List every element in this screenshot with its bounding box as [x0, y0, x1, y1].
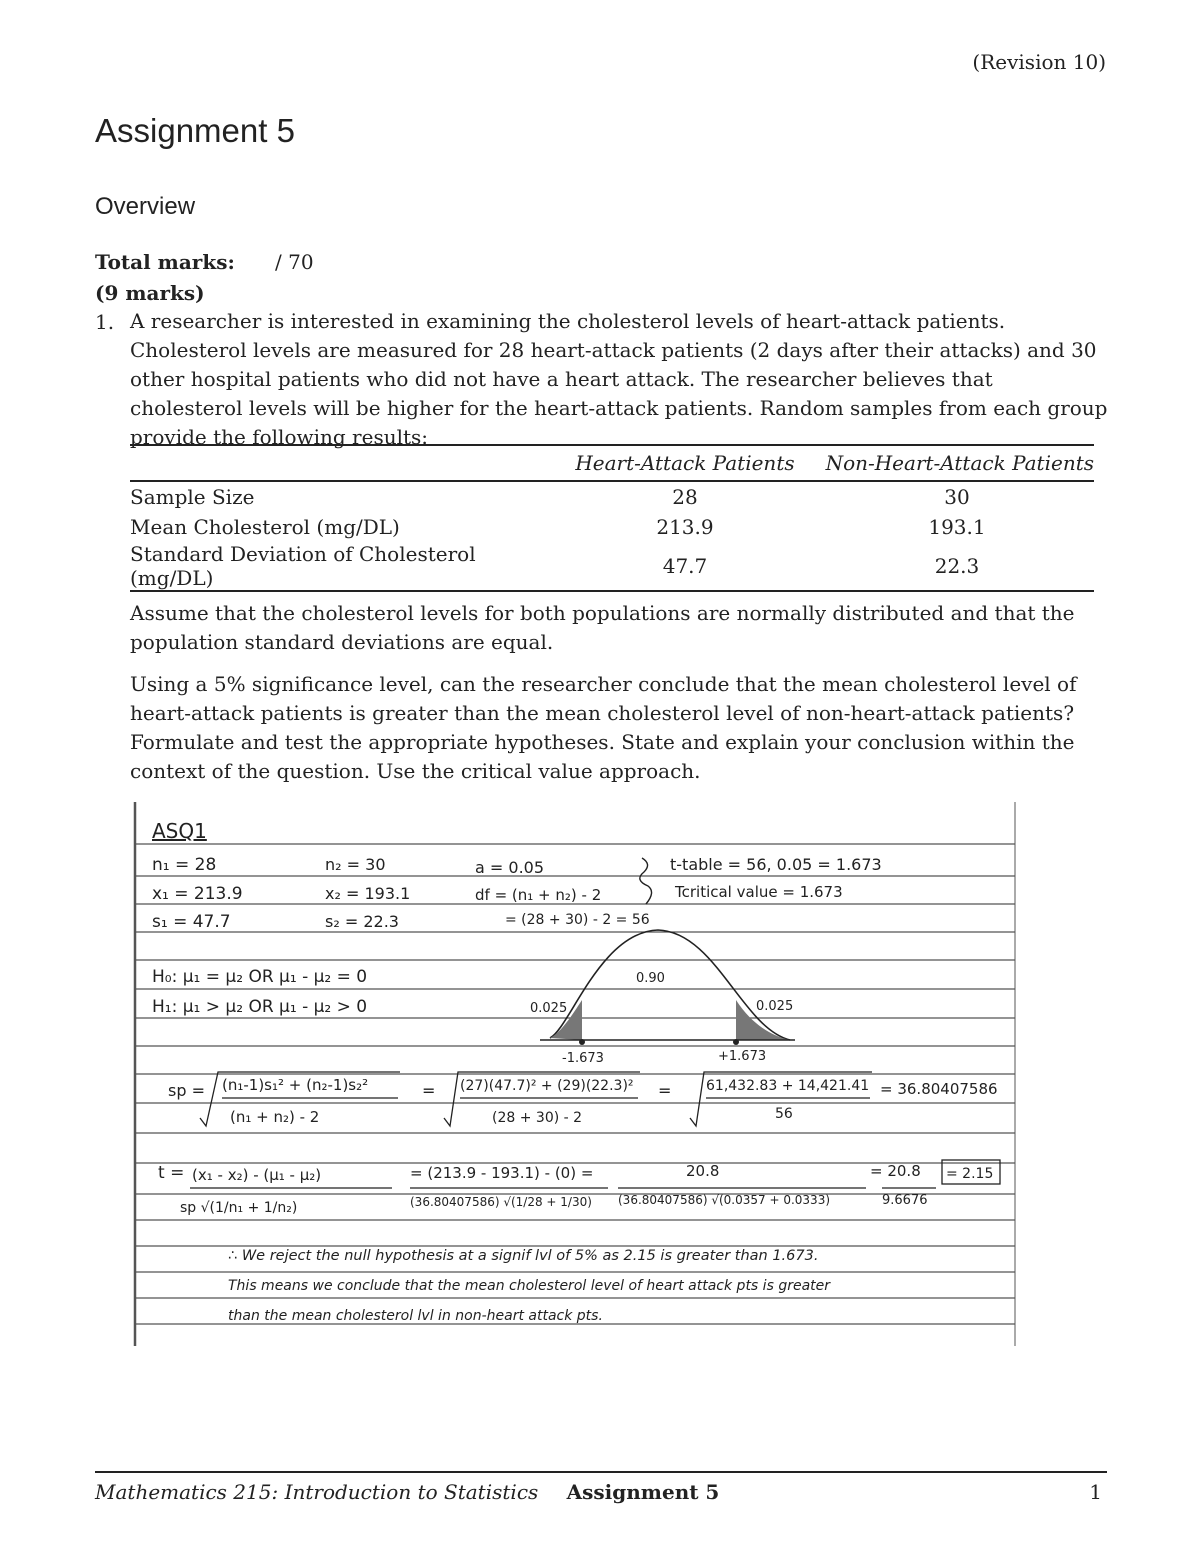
t-denominator: sp √(1/n₁ + 1/n₂)	[180, 1200, 298, 1216]
table-cell: 22.3	[934, 554, 980, 578]
left-critical-value: -1.673	[562, 1051, 604, 1066]
total-marks	[95, 250, 314, 274]
sp-equals-1: =	[422, 1081, 436, 1100]
normal-curve	[540, 930, 795, 1045]
t-result: = 2.15	[946, 1166, 994, 1182]
table-header-cell: Heart-Attack Patients	[575, 451, 795, 475]
conclusion-line-3: than the mean cholesterol lvl in non-heart attack pts.	[228, 1308, 603, 1324]
sp-denominator-2: (28 + 30) - 2	[492, 1110, 583, 1126]
x1-text: x₁ = 213.9	[152, 884, 243, 904]
overview-heading: Overview	[95, 193, 196, 220]
notes-heading: ASQ1	[152, 819, 207, 843]
middle-prob: 0.90	[636, 971, 665, 986]
table-row	[130, 542, 1094, 591]
n2-text: n₂ = 30	[325, 855, 386, 874]
task-text: Using a 5% significance level, can the researcher conclude that the mean cholesterol level of heart-attack patients is greater than the mean cholesterol level of non-heart-attack patients? Formulate and test the appropriate hypotheses. State and explain your conclusion within the context of the question. Use the critical value approach.	[130, 672, 1077, 783]
t-denominator-4: 9.6676	[882, 1193, 928, 1208]
handwritten-solution	[130, 800, 1020, 1348]
conclusion-line-2: This means we conclude that the mean cholesterol level of heart attack pts is greater	[228, 1278, 831, 1294]
n1-text: n₁ = 28	[152, 855, 217, 875]
table-cell: 47.7	[662, 554, 708, 578]
brace-mark	[640, 858, 652, 904]
table-cell: Mean Cholesterol (mg/DL)	[130, 515, 400, 539]
sp-numerator-2: (27)(47.7)² + (29)(22.3)²	[460, 1078, 634, 1094]
sp-result: = 36.80407586	[880, 1080, 998, 1098]
h0-text: H₀: μ₁ = μ₂ OR μ₁ - μ₂ = 0	[152, 967, 368, 987]
notebook-lines	[135, 802, 1015, 1346]
t-label: t =	[158, 1163, 185, 1183]
table-cell: 213.9	[656, 515, 714, 539]
table-cell: Sample Size	[130, 485, 255, 509]
h1-text: H₁: μ₁ > μ₂ OR μ₁ - μ₂ > 0	[152, 997, 368, 1017]
footer-assignment: Assignment 5	[566, 1480, 720, 1504]
table-row	[130, 512, 1094, 542]
t-numerator-3: 20.8	[686, 1162, 720, 1180]
t-table-text: t-table = 56, 0.05 = 1.673	[670, 855, 882, 874]
table-header-row	[130, 445, 1094, 481]
table-cell: 193.1	[928, 515, 986, 539]
t-denominator-3: (36.80407586) √(0.0357 + 0.0333)	[618, 1193, 831, 1207]
conclusion-line-1: ∴ We reject the null hypothesis at a signif lvl of 5% as 2.15 is greater than 1.673.	[228, 1248, 819, 1264]
t-denominator-2: (36.80407586) √(1/28 + 1/30)	[410, 1195, 592, 1209]
total-marks-label: Total marks:	[95, 250, 235, 274]
sp-denominator-3: 56	[775, 1106, 793, 1122]
question-intro: A researcher is interested in examining the cholesterol levels of heart-attack patients. Cholesterol levels are measured for 28 heart-attack patients (2 days after their attacks) and 30 other hospital patients who did not have a heart attack. The researcher believes that cholesterol levels will be higher for the heart-attack patients. Random samples from each group provide the following results:	[130, 309, 1108, 449]
right-tail-prob: 0.025	[756, 999, 794, 1014]
table-row	[130, 481, 1094, 512]
page-title: Assignment 5	[95, 112, 295, 149]
s2-text: s₂ = 22.3	[325, 912, 399, 931]
df-text: df = (n₁ + n₂) - 2	[475, 886, 602, 904]
page-footer	[95, 1480, 1107, 1504]
question-marks: (9 marks)	[95, 281, 205, 305]
alpha-text: a = 0.05	[475, 858, 545, 877]
table-cell: 28	[672, 485, 698, 509]
revision-label: (Revision 10)	[972, 50, 1106, 74]
df-result-text: = (28 + 30) - 2 = 56	[505, 912, 650, 928]
sp-numerator: (n₁-1)s₁² + (n₂-1)s₂²	[222, 1076, 369, 1094]
sp-numerator-3: 61,432.83 + 14,421.41	[706, 1078, 870, 1094]
question-number: 1.	[95, 310, 115, 334]
footer-course: Mathematics 215: Introduction to Statistics	[95, 1480, 539, 1504]
x2-text: x₂ = 193.1	[325, 884, 411, 903]
t-numerator-2: = (213.9 - 193.1) - (0) =	[410, 1164, 594, 1182]
sp-label: sp =	[168, 1081, 205, 1100]
t-numerator: (x₁ - x₂) - (μ₁ - μ₂)	[192, 1166, 322, 1184]
total-marks-value: / 70	[275, 250, 314, 274]
table-header-cell	[130, 445, 550, 481]
table-cell: Standard Deviation of Cholesterol (mg/DL)	[130, 542, 476, 590]
left-tail-prob: 0.025	[530, 1001, 568, 1016]
footer-rule	[95, 1471, 1107, 1473]
table-cell: 30	[944, 485, 970, 509]
table-header-cell: Non-Heart-Attack Patients	[825, 451, 1094, 475]
t-critical-text: Tcritical value = 1.673	[675, 883, 843, 901]
assumption-text: Assume that the cholesterol levels for both populations are normally distributed and that the population standard deviations are equal.	[130, 601, 1075, 654]
t-numerator-4: = 20.8	[870, 1162, 921, 1180]
sp-equals-2: =	[658, 1081, 672, 1100]
footer-page-number: 1	[1089, 1480, 1102, 1504]
right-critical-value: +1.673	[718, 1049, 767, 1064]
results-table	[130, 444, 1094, 592]
sp-denominator: (n₁ + n₂) - 2	[230, 1108, 320, 1126]
s1-text: s₁ = 47.7	[152, 912, 231, 932]
